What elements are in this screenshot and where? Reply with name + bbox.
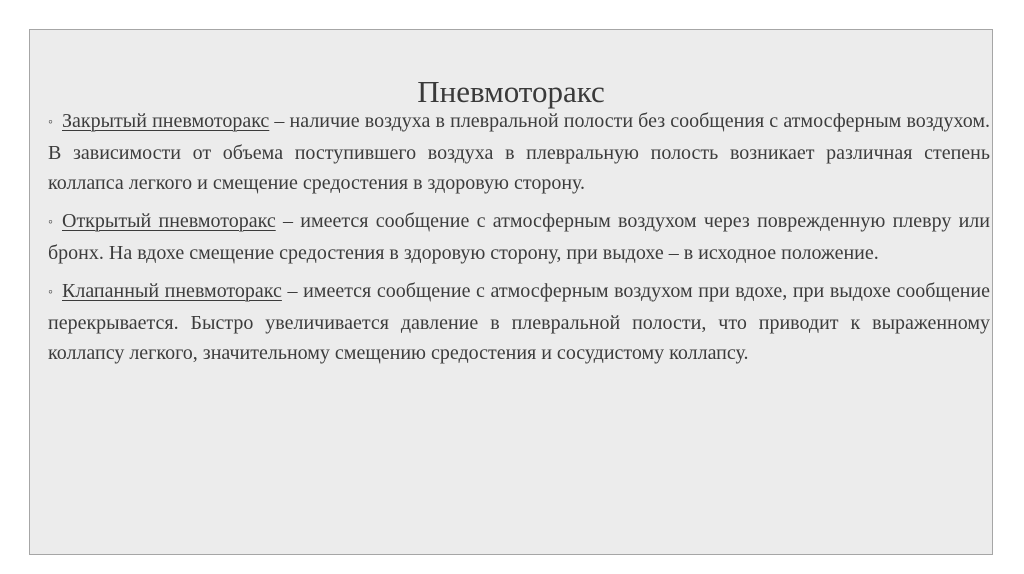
list-item-closed <box>48 106 990 198</box>
bullet-icon: ◦ <box>48 115 53 130</box>
bullet-icon: ◦ <box>48 285 53 300</box>
term-valve-pneumothorax: Клапанный пневмоторакс <box>62 280 282 302</box>
term-open-pneumothorax: Открытый пневмоторакс <box>62 210 276 232</box>
definition-valve-pneumothorax: – имеется сообщение с атмосферным воздухом при вдохе, при выдохе сообщение перекрывается. Быстро увеличивается давление в плевральной полости, что приводит к выраженному коллапсу легкого, значительному смещению средостения и сосудистому коллапсу. <box>48 280 990 364</box>
slide-title: Пневмоторакс <box>417 74 605 109</box>
bullet-icon: ◦ <box>48 215 53 230</box>
definition-closed-pneumothorax: – наличие воздуха в плевральной полости без сообщения с атмосферным воздухом. В зависимости от объема поступившего воздуха в плевральную полость возникает различная степень коллапса легкого и смещение средостения в здоровую сторону. <box>48 110 990 194</box>
definition-open-pneumothorax: – имеется сообщение с атмосферным воздухом через поврежденную плевру или бронх. На вдохе смещение средостения в здоровую сторону, при выдохе – в исходное положение. <box>48 210 990 264</box>
list-item-open <box>48 206 990 268</box>
list-item-valve <box>48 276 990 368</box>
slide <box>29 29 993 555</box>
bullet-list <box>48 106 990 376</box>
term-closed-pneumothorax: Закрытый пневмоторакс <box>62 110 270 132</box>
